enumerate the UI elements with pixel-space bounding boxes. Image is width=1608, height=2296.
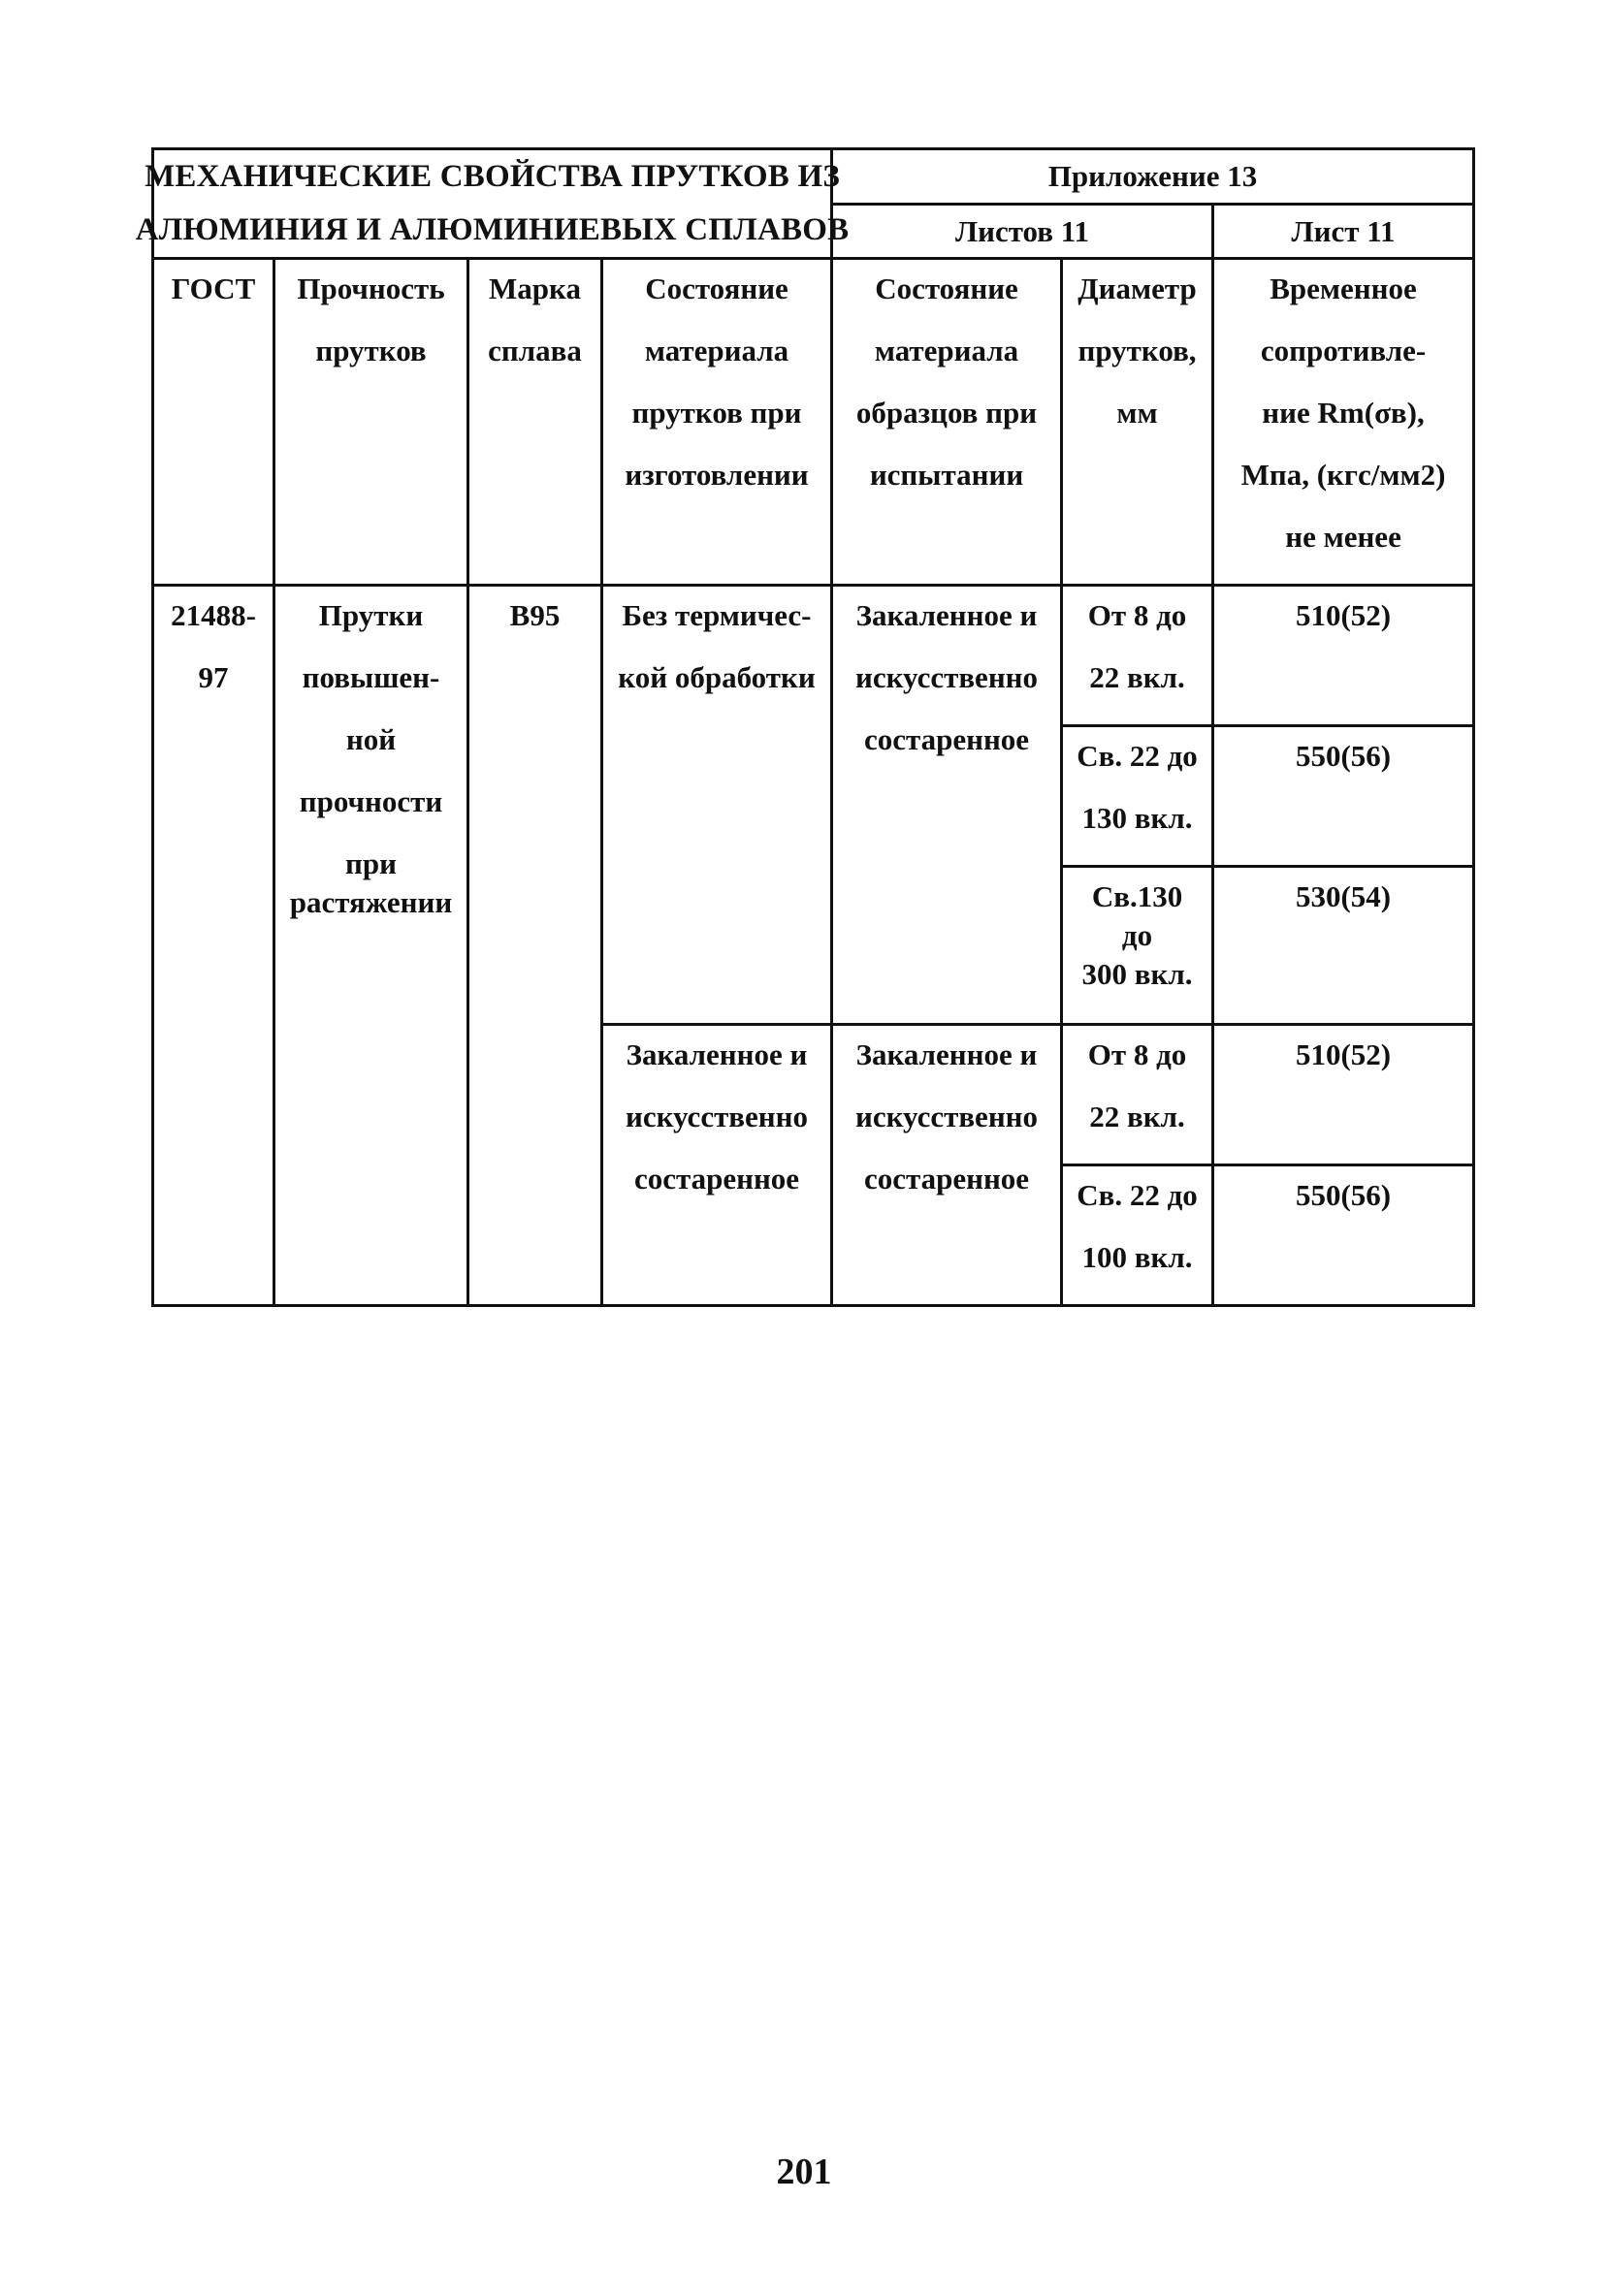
test-state-cell-line: состаренное xyxy=(863,1162,1030,1196)
diameter-cell xyxy=(1062,1165,1213,1306)
alloy-cell xyxy=(468,586,602,1306)
diameter-cell-line: Св. 22 до xyxy=(1077,739,1198,773)
column-header-tensile-strength-line: сопротивле- xyxy=(1260,334,1427,367)
strength-value-cell-line: 550(56) xyxy=(1295,739,1392,773)
diameter-cell xyxy=(1062,867,1213,1025)
column-header-test-state-line: Состояние xyxy=(875,271,1018,305)
column-header-diameter xyxy=(1062,259,1213,586)
gost-cell-line: 21488- xyxy=(171,598,256,632)
strength-value-cell-line: 530(54) xyxy=(1295,879,1392,913)
column-header-test-state xyxy=(832,259,1062,586)
strength-value-cell xyxy=(1213,867,1474,1025)
diameter-cell-line: до xyxy=(1121,918,1153,952)
column-header-tensile-strength-line: ние Rm(σв), xyxy=(1262,396,1425,430)
test-state-cell xyxy=(832,1025,1062,1306)
diameter-cell xyxy=(1062,726,1213,867)
column-header-gost xyxy=(153,259,274,586)
column-header-alloy xyxy=(468,259,602,586)
test-state-cell-line: Закаленное и xyxy=(855,1037,1038,1071)
strength-cell-line: повышен- xyxy=(302,660,440,694)
column-header-tensile-strength xyxy=(1213,259,1474,586)
column-header-diameter-line: Диаметр xyxy=(1077,271,1197,305)
sheets-total: Листов 11 xyxy=(832,204,1213,259)
column-header-manufacture-state-line: материала xyxy=(644,334,789,367)
diameter-cell xyxy=(1062,1025,1213,1165)
diameter-cell-line: 300 вкл. xyxy=(1081,957,1193,991)
manufacture-state-cell-line: искусственно xyxy=(625,1100,809,1133)
strength-value-cell-line: 510(52) xyxy=(1295,598,1392,632)
sheet-current: Лист 11 xyxy=(1213,204,1474,259)
strength-value-cell-line: 510(52) xyxy=(1295,1037,1392,1071)
test-state-cell-line: искусственно xyxy=(854,1100,1039,1133)
column-header-tensile-strength-line: не менее xyxy=(1285,520,1401,554)
diameter-cell-line: От 8 до xyxy=(1087,598,1187,632)
column-header-test-state-line: образцов при xyxy=(855,396,1038,430)
alloy-cell-line: В95 xyxy=(509,598,561,632)
diameter-cell-line: 100 вкл. xyxy=(1081,1240,1193,1274)
manufacture-state-cell-line: Закаленное и xyxy=(626,1037,808,1071)
diameter-cell-line: От 8 до xyxy=(1087,1037,1187,1071)
strength-cell xyxy=(274,586,468,1306)
column-header-strength xyxy=(274,259,468,586)
gost-cell-line: 97 xyxy=(198,660,229,694)
test-state-cell-line: Закаленное и xyxy=(855,598,1038,632)
page-number: 201 xyxy=(776,2152,832,2192)
column-header-diameter-line: прутков, xyxy=(1077,334,1197,367)
document-title xyxy=(135,149,850,259)
strength-cell-line: ной xyxy=(345,722,397,756)
column-header-manufacture-state-line: изготовлении xyxy=(625,458,809,492)
diameter-cell-line: 22 вкл. xyxy=(1089,1100,1185,1133)
strength-value-cell-line: 550(56) xyxy=(1295,1178,1392,1212)
strength-cell-line: при xyxy=(345,846,397,880)
strength-cell-line: Прутки xyxy=(318,598,424,632)
test-state-cell-line: состаренное xyxy=(863,722,1030,756)
column-header-manufacture-state-line: Состояние xyxy=(645,271,788,305)
title-line-2: АЛЮМИНИЯ И АЛЮМИНИЕВЫХ СПЛАВОВ xyxy=(135,212,850,247)
diameter-cell-line: Св. 22 до xyxy=(1077,1178,1198,1212)
column-header-tensile-strength-line: Временное xyxy=(1270,271,1417,305)
manufacture-state-cell xyxy=(602,1025,832,1306)
gost-cell xyxy=(153,586,274,1306)
strength-value-cell xyxy=(1213,1165,1474,1306)
diameter-cell xyxy=(1062,586,1213,726)
properties-table xyxy=(135,147,1475,1307)
manufacture-state-cell xyxy=(602,586,832,1025)
manufacture-state-cell-line: состаренное xyxy=(633,1162,800,1196)
manufacture-state-cell-line: кой обработки xyxy=(618,660,816,694)
strength-value-cell xyxy=(1213,726,1474,867)
test-state-cell-line: искусственно xyxy=(854,660,1039,694)
strength-cell-line: растяжении xyxy=(289,885,453,919)
column-header-alloy-line: сплава xyxy=(488,334,582,367)
column-header-manufacture-state xyxy=(602,259,832,586)
diameter-cell-line: 22 вкл. xyxy=(1089,660,1185,694)
strength-value-cell xyxy=(1213,1025,1474,1165)
column-header-test-state-line: испытании xyxy=(869,458,1024,492)
column-header-strength-line: Прочность xyxy=(297,271,445,305)
diameter-cell-line: Св.130 xyxy=(1091,879,1183,913)
column-header-manufacture-state-line: прутков при xyxy=(631,396,802,430)
column-header-gost-line: ГОСТ xyxy=(171,271,256,305)
column-header-tensile-strength-line: Мпа, (кгс/мм2) xyxy=(1240,458,1446,492)
strength-cell-line: прочности xyxy=(299,784,443,818)
column-header-diameter-line: мм xyxy=(1116,396,1158,430)
strength-value-cell xyxy=(1213,586,1474,726)
appendix-label: Приложение 13 xyxy=(832,149,1474,205)
column-header-test-state-line: материала xyxy=(874,334,1019,367)
title-line-1: МЕХАНИЧЕСКИЕ СВОЙСТВА ПРУТКОВ ИЗ xyxy=(145,159,840,194)
column-header-alloy-line: Марка xyxy=(489,271,581,305)
diameter-cell-line: 130 вкл. xyxy=(1081,801,1193,835)
manufacture-state-cell-line: Без термичес- xyxy=(622,598,812,632)
column-header-strength-line: прутков xyxy=(315,334,427,367)
test-state-cell xyxy=(832,586,1062,1025)
